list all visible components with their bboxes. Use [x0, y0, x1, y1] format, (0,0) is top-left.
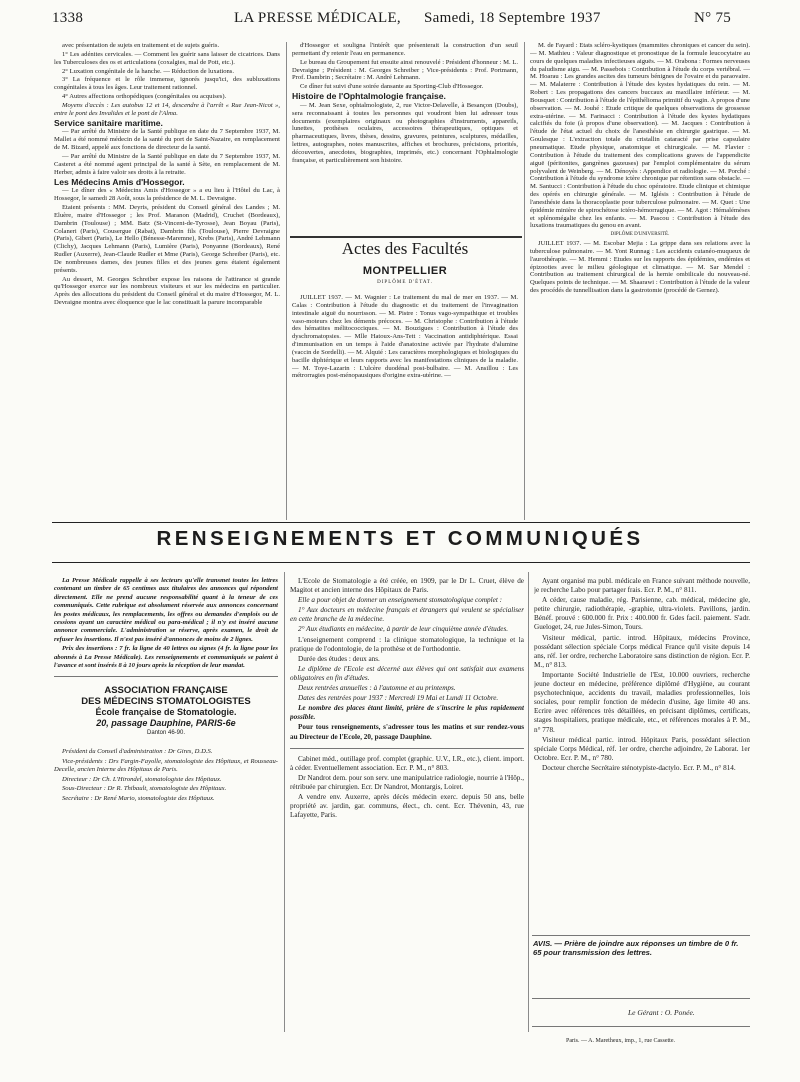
paragraph: 1° Aux docteurs en médecine français et étrangers qui veulent se spécialiser en cette branche de la médecine.: [290, 606, 524, 624]
facultes-header: [290, 237, 520, 285]
school-phone: Danton 46-90.: [146, 730, 186, 737]
paragraph: Vice-présidents : Drs Fargin-Fayolle, stomatologiste des Hôpitaux, et Rousseau-Decelle, ancien Interne des Hôpitaux de Paris.: [54, 757, 278, 774]
paragraph: 1° Les adénites cervicales. — Comment les guérir sans laisser de cicatrices. Dans les Tuberculoses des os et articulations (coxalgies, mal de Pott, etc.).: [54, 50, 280, 66]
avis-notice: AVIS. — Prière de joindre aux réponses un timbre de 0 fr. 65 pour transmission des lettres.: [533, 939, 739, 958]
classified-ad: Visiteur médical partic. introd. Hôpitaux Paris, possédant sélection spéciale Corps Médical, réf. 1er ordre, cherche adjoindre, 2e Laborat. 1er Octobre. Ecr. P. M., n° 780.: [534, 735, 750, 762]
diploma-subtitle: DIPLÔME D'UNIVERSITÉ.: [610, 232, 670, 238]
school-name: École française de Stomatologie.: [95, 707, 237, 718]
gerant-signature: Le Gérant : O. Ponée.: [628, 1008, 695, 1017]
association-block: [54, 685, 278, 738]
section-rule: [52, 522, 750, 523]
column-rule: [524, 42, 525, 520]
paragraph: Deux rentrées annuelles : à l'automne et au printemps.: [298, 684, 456, 693]
section-banner: RENSEIGNEMENTS ET COMMUNIQUÉS: [156, 527, 644, 550]
column-rule: [286, 42, 287, 520]
paragraph: Secrétaire : Dr René Mario, stomatologiste des Hôpitaux.: [62, 794, 215, 802]
paragraph: Sous-Directeur : Dr R. Thibault, stomatologiste des Hôpitaux.: [62, 785, 227, 793]
classified-ad: Visiteur médical, partic. introd. Hôpitaux, médecins Province, possédant sélection spéciale Corps médical France qu'il visite depuis 14 ans, réf. 1er ordre, recherche Laboratoire sans distinction de région. Ecr. P. M., n° 813.: [534, 633, 750, 669]
association-title-2: DES MÉDECINS STOMATOLOGISTES: [81, 696, 251, 708]
classified-ad: Dr Nandrot dem. pour son serv. une manipulatrice radiologie, nourrie à l'Hôp., rétribuée par chirurgien. Ecr. Dr Nandrot, Montargis, Loiret.: [290, 773, 524, 791]
section-heading: Les Médecins Amis d'Hossegor.: [54, 176, 185, 187]
paragraph: Le diplôme de l'Ecole est décerné aux élèves qui ont satisfait aux examens obligatoires en fin d'études.: [290, 664, 524, 682]
insertion-price: Prix des insertions : 7 fr. la ligne de 40 lettres ou signes (4 fr. la ligne pour les abonnés à La Presse Médicale). Les renseignements et communiqués se paient à l'avance et sont insérés 8 à 10 jours après la réception de leur mandat.: [54, 645, 278, 670]
page-number: 1338: [52, 10, 84, 26]
column-1: [54, 42, 280, 522]
section-heading: Histoire de l'Ophtalmologie française.: [292, 91, 446, 102]
paragraph: L'Ecole de Stomatologie a été créée, en 1909, par le Dr L. Cruet, élève de Magitot et ancien interne des Hôpitaux de Paris.: [290, 577, 524, 595]
facultes-subtitle: DIPLÔME D'ÉTAT.: [377, 280, 433, 285]
divider: [532, 1026, 750, 1027]
journal-title: LA PRESSE MÉDICALE,: [234, 10, 401, 26]
paragraph: 2° Luxation congénitale de la hanche. — Réduction de luxations.: [62, 67, 235, 75]
page-header: [52, 8, 742, 30]
bottom-column-3: [534, 577, 750, 932]
paragraph: Le nombre des places étant limité, prière de s'inscrire le plus rapidement possible.: [290, 704, 524, 722]
paragraph: Elle a pour objet de donner un enseignement stomatologique complet :: [298, 596, 503, 605]
paragraph: Durée des études : deux ans.: [298, 654, 380, 663]
paragraph: JUILLET 1937. — M. Escobar Mejia : La grippe dans ses relations avec la tuberculose pulmonaire. — M. Yont Runnag : Les accidents cutanéo-muqueux de l'aurothérapie. — M. Hemmi : Etudes sur les rapports des épidémies, endémies et épizooties avec le milieu géologique et climatique. — M. Sar Mendel : Contribution au traitement chirurgical de la hernie ombilicale du nouveau-né. Quelques points de technique. — M. Shaarawi : Contribution à l'étude de la valeur des procédés de tunnellisation dans la gastrotomie (procédé de Gernez).: [530, 240, 750, 295]
facultes-city: MONTPELLIER: [362, 265, 448, 277]
classified-ad: A céder, cause maladie, rég. Parisienne, cab. médical, médecine gle, petite chirurgie, radiothérapie, -graphie, ultra-violets. Pavillons, jardin. Bénéf. prouvé : 600.000 fr. Prix : 400.000 fr. Gdes facil. paiement. S'adr. Gueloget, 24, rue Jules-Simon, Tours.: [534, 596, 750, 632]
column-rule: [528, 572, 529, 1032]
paragraph: Pour tous renseignements, s'adresser tous les matins et sur rendez-vous au Directeur de l'Ecole, 20, passage Dauphine.: [290, 723, 524, 741]
paragraph: L'enseignement comprend : la clinique stomatologique, la technique et la pratique de l'odontologie, de la prothèse et de l'orthodontie.: [290, 635, 524, 653]
paragraph: — Le dîner des « Médecins Amis d'Hossegor » a eu lieu à l'Hôtel du Lac, à Hossegor, le samedi 28 Août, sous la présidence de M. L. Devraigne.: [54, 187, 280, 203]
printer-line: Paris. — A. Maretheux, imp., 1, rue Cassette.: [566, 1038, 675, 1044]
association-title: ASSOCIATION FRANÇAISE: [104, 685, 228, 697]
paragraph: 4° Autres affections orthopédiques (congénitales ou acquises).: [62, 93, 227, 101]
paragraph: Etaient présents : MM. Deyris, président du Conseil général des Landes ; M. Eluère, maire d'Hossegor ; les Prof. Maranon (Madrid), Cruchet (Bordeaux), Dambrin (Toulouse) ; MM. Batz (St-Vincent-de-Tyrosse), Jean Boyau (Paris), Colaneri (Paris), Cousergue (Rabat), Dambrin fils (Toulouse), Pierre Devraigne (Paris), Gibert (Paris), Le Hello (Bénesse-Maremne), Krebs (Paris), André Lehmann (Clichy), Jacques Lehmann (Paris), Lumière (Paris), Ponyanne (Bordeaux), René Rudler (Auxerre), Jean-Claude Rudler et Mme (Paris), George Schreiber (Paris), etc. De nombreuses dames, des jeunes filles et des jeunes gens étaient également présents.: [54, 204, 280, 274]
issue-number: N° 75: [694, 10, 732, 26]
school-address: 20, passage Dauphine, PARIS-6e: [96, 718, 236, 729]
paragraph: 3° La fréquence et le rôle immense, ignorés jusqu'ici, des subluxations congénitales à tous les âges. Leur traitement rationnel.: [54, 76, 280, 92]
facultes-title: Actes des Facultés: [341, 239, 469, 258]
paragraph: Ce dîner fut suivi d'une soirée dansante au Sporting-Club d'Hossegor.: [300, 83, 484, 91]
paragraph: Le bureau du Groupement fut ensuite ainsi renouvelé : Président d'honneur : M. L. Devraigne ; Président : M. Georges Schreiber ; Vice-présidents : Prof. Portmann, Prof. Dambrin ; Secrétaire : M. André Lehmann.: [292, 58, 518, 82]
divider: [290, 748, 524, 749]
section-rule: [52, 562, 750, 563]
section-heading: Service sanitaire maritime.: [54, 117, 163, 128]
paragraph: Au dessert, M. Georges Schreiber expose les raisons de l'attirance si grande qu'Hossegor exerce sur les nombreux visiteurs et sur les médecins en particulier. Après des allocutions du président du Conseil général et du maire d'Hossegor, M. L. Devraigne montra avec éloquence que le lac constituait la parure incomparable: [54, 275, 280, 307]
column-rule: [284, 572, 285, 1032]
column-3: [530, 42, 750, 520]
bottom-column-2: [290, 577, 524, 1077]
paragraph: M. de Fayard : Etats scléro-kystiques (mammites chroniques et cancer du sein). — M. Mathieu : Valeur diagnostique et pronostique de la formule leucocytaire au cours de quelques maladies infectieuses aiguës. — M. Orabona : Formes nerveuses du paludisme aigu. — M. Passebois : Contribution à l'étude du corps vertébral. — M. Hoarau : Les grandes ascites des tumeurs bénignes de l'ovaire et du paraovaire. — M. Malaterre : Contribution à l'étude des kystes hydatiques du rein. — M. Robert : Les propagations des cancers buccaux au maxillaire inférieur. — M. Bousquet : Contribution à l'étude de l'épithélioma primitif du vagin. A propos d'une observation. — M. Jouhé : Etude critique de quelques observations de grossesse extra-utérine. — M. Farinacci : Contribution à l'étude des kystes hydatiques calcifiés du foie (à propos d'une observation). — M. Jacques : Contribution à l'étude de l'état actuel du choix de l'anesthésie en chirurgie gastrique. — M. Goulesque : L'extraction totale du cristallin cataracté par prise capsulaire pneumatique. Etude physique, anatomique et chirurgicale. — M. Flavier : Contribution à l'étude du traitement des complications graves de l'appendicite aiguë (péritonites, gangrènes gazeuses) par l'emploi complémentaire du sérum polyvalent de Weinberg. — M. Dénoyès : Appendice et radiologie. — M. Porché : Contribution à l'étude du syndrome ictère chronique par rétention sans obstacle. — M. Santucci : Contribution à l'étude du choc opératoire. Etude clinique et chimique des opérés en chirurgie générale. — M. Iglésis : Contribution à l'étude de l'anesthésie dans la thoracoplastie pour tuberculose pulmonaire. — M. Quet : Une épidémie minière de spirochétose ictéro-hémorragique. — M. Agot : Hémalémèses et splénomégalie chez les enfants. — M. Pascou : Contribution à l'étude des luxations traumatiques du genou en avant.: [530, 42, 750, 230]
paragraph: 2° Aux étudiants en médecine, à partir de leur cinquième année d'études.: [298, 625, 509, 634]
paragraph: Dates des rentrées pour 1937 : Mercredi 19 Mai et Lundi 11 Octobre.: [298, 694, 499, 703]
column-2: [292, 42, 518, 234]
divider: [532, 998, 750, 999]
paragraph: — Par arrêté du Ministre de la Santé publique en date du 7 Septembre 1937, M. Casteret a été nommé agent principal de la santé à Sète, en remplacement de M. Herber, admis à faire valoir ses droits à la retraite.: [54, 152, 280, 176]
paragraph: — M. Jean Sexe, ophtalmologiste, 2, rue Victor-Delavelle, à Besançon (Doubs), sera reconnaissant à toutes les personnes qui voudront bien lui adresser tous documents (exemplaires originaux ou photographies d'instruments, appareils, lunettes, prothèses oculaires, accessoires thérapeutiques, optiques et pharmaceutiques, livres, thèses, dessins, gravures, peintures, sculptures, médailles, lettres, autographes, notes manuscrites, affiches et brochures, précisions, priorités, découvertes, anecdotes, biographies, imprimés, etc.) concernant l'Ophtalmologie française, et particulièrement son histoire.: [292, 101, 518, 164]
paragraph: — Par arrêté du Ministre de la Santé publique en date du 7 Septembre 1937, M. Mallet a été nommé médecin de la santé du port de Saint-Nazaire, en remplacement de M. Bizard, appelé aux fonctions de directeur de la santé.: [54, 128, 280, 152]
classified-ad: Docteur cherche Secrétaire sténotypiste-dactylo. Ecr. P. M., n° 814.: [542, 763, 736, 772]
classified-ad: Ayant organisé ma publ. médicale en France suivant méthode nouvelle, je recherche Labo pour partager frais. Ecr. P. M., n° 811.: [534, 577, 750, 595]
divider: [532, 935, 750, 936]
classified-ad: A vendre env. Auxerre, après décès médecin exerc. depuis 50 ans, belle propriété av. jardin, gar. communs, élect., ch. cent. Ecr. Thévenin, 43, rue Lafayette, Paris.: [290, 792, 524, 820]
issue-date: Samedi, 18 Septembre 1937: [424, 10, 601, 26]
divider: [54, 676, 278, 677]
paragraph: avec présentation de sujets en traitement et de sujets guéris.: [62, 42, 220, 49]
bottom-column-1: [54, 577, 278, 1077]
classified-ad: Importante Société Industrielle de l'Est, 10.000 ouvriers, recherche jeune docteur en médecine, préférence diplômé d'Hygiène, au courant psychotechnique, accidents du travail, maladies professionnelles, lois sociales, pour remplir fonction de médecin d'usine, âge limite 40 ans. Ecrire avec références très détaillées, en précisant diplômes, certificats, stages hospitaliers, pratique médicale, etc., et références morales à P. M., n° 778.: [534, 670, 750, 734]
paragraph: d'Hossegor et souligna l'intérêt que présenterait la construction d'un seuil permettant d'y retenir l'eau en permanence.: [292, 42, 518, 57]
paragraph: Président du Conseil d'administration : Dr Gires, D.D.S.: [62, 748, 213, 756]
notice: La Presse Médicale rappelle à ses lecteurs qu'elle transmet toutes les lettres contenant un timbre de 65 centimes aux titulaires des annonces qui répondent directement. Elle ne prend aucune responsabilité quant à la teneur de ces communiqués. Cette rubrique est absolument réservée aux annonces concernant les postes médicaux, les remplacements, les offres ou demandes d'emplois ou de cessions ayant un caractère médical ou para-médical ; il n'y est inséré aucune annonce commerciale. L'administration se réserve, après examen, le droit de refuser les insertions. Il n'est pas inséré d'annonces de moins de 2 lignes.: [54, 577, 278, 643]
paragraph: Moyens d'accès : Les autobus 12 et 14, descendre à l'arrêt « Rue Jean-Nicot », entre le pont des Invalides et le pont de l'Alma.: [54, 101, 280, 117]
paragraph: JUILLET 1937. — M. Wagnier : Le traitement du mal de mer en 1937. — M. Calas : Contribution à l'étude du diagnostic et du traitement de l'invagination intestinale aiguë du nourrisson. — M. Pistre : Tonus vago-sympathique et troubles vaso-moteurs chez les déments précoces. — M. Christophe : Contribution à l'étude des hématites mélitococciques. — M. Bouzigues : Contribution à l'étude des dyschromatopsies. — Mlle Hatoux-Ans-Tett : Vaccination antidiphtérique. Essai d'immunisation en un temps à l'aide d'anatoxine activée par l'hydrate d'alumine (vaccin de Sordelli). — M. Alquié : Les caractères morphologiques et biologiques du bacille diphtérique et leurs rapports avec les manifestations cliniques de la maladie. — M. Toye-Lazarin : L'ulcère duodénal post-bulbaire. — M. Ansillou : Les métrorragies post-ménopausiques d'origine extra-utérine. —: [292, 294, 518, 380]
facultes-text: [292, 294, 518, 520]
paragraph: Directeur : Dr Ch. L'Hirondel, stomatologiste des Hôpitaux.: [62, 775, 222, 783]
classified-ad: Cabinet méd., outillage prof. complet (graphic. U.V., I.R., etc.), client. import. à céder. Eventuellement association. Ecr. P. M., n° 803.: [290, 754, 524, 772]
